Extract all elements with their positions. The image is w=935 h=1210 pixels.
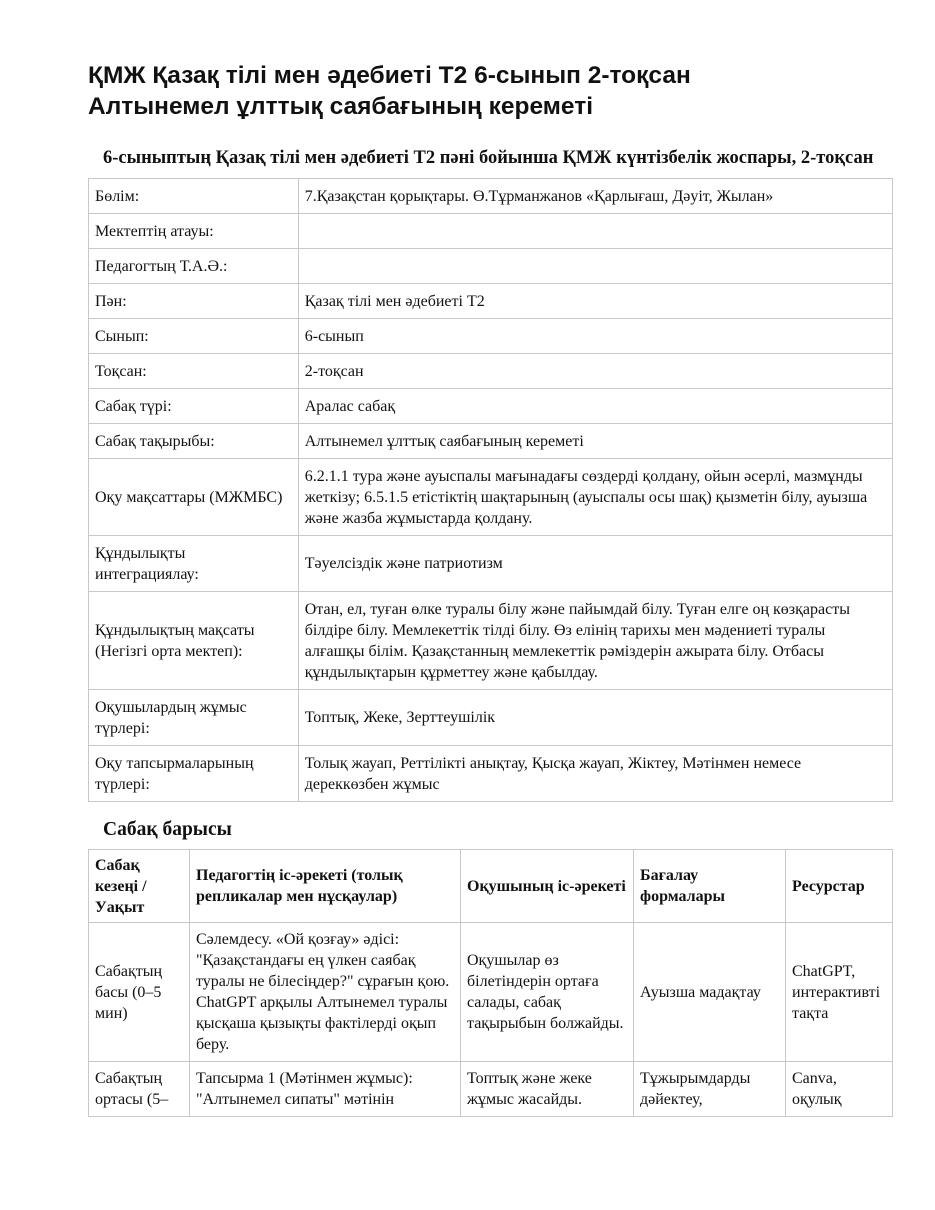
student-activity-cell: Оқушылар өз білетіндерін ортаға салады, сабақ тақырыбын болжайды.	[461, 923, 634, 1062]
lesson-flow-table	[88, 849, 893, 1117]
column-header-assessment: Бағалау формалары	[634, 850, 786, 923]
info-value: Алтынемел ұлттық саябағының кереметі	[298, 424, 892, 459]
info-value: Топтық, Жеке, Зерттеушілік	[298, 690, 892, 746]
info-label: Құндылықты интеграциялау:	[89, 536, 299, 592]
info-row	[89, 746, 893, 802]
assessment-cell: Тұжырымдарды дәйектеу,	[634, 1062, 786, 1117]
document-title-line-2: Алтынемел ұлттық саябағының кереметі	[88, 93, 594, 120]
info-value: 7.Қазақстан қорықтары. Ө.Тұрманжанов «Қарлығаш, Дәуіт, Жылан»	[298, 179, 892, 214]
document-page	[88, 60, 893, 1117]
info-value: Аралас сабақ	[298, 389, 892, 424]
info-row	[89, 249, 893, 284]
column-header-student-activity: Оқушының іс-әрекеті	[461, 850, 634, 923]
info-row	[89, 284, 893, 319]
teacher-activity-cell: Тапсырма 1 (Мәтінмен жұмыс): "Алтынемел сипаты" мәтінін	[190, 1062, 461, 1117]
info-label: Тоқсан:	[89, 354, 299, 389]
info-label: Оқушылардың жұмыс түрлері:	[89, 690, 299, 746]
info-label: Сабақ түрі:	[89, 389, 299, 424]
info-row	[89, 592, 893, 690]
column-header-stage: Сабақ кезеңі / Уақыт	[89, 850, 190, 923]
info-value: Тәуелсіздік және патриотизм	[298, 536, 892, 592]
info-row	[89, 179, 893, 214]
lesson-header-row	[89, 850, 893, 923]
info-value	[298, 249, 892, 284]
info-value: 2-тоқсан	[298, 354, 892, 389]
info-label: Пән:	[89, 284, 299, 319]
lesson-row	[89, 1062, 893, 1117]
info-label: Мектептің атауы:	[89, 214, 299, 249]
info-value: Толық жауап, Реттілікті анықтау, Қысқа жауап, Жіктеу, Мәтінмен немесе дереккөзбен жұмыс	[298, 746, 892, 802]
info-label: Оқу мақсаттары (МЖМБС)	[89, 459, 299, 536]
info-label: Педагогтың Т.А.Ә.:	[89, 249, 299, 284]
student-activity-cell: Топтық және жеке жұмыс жасайды.	[461, 1062, 634, 1117]
info-row	[89, 354, 893, 389]
column-header-resources: Ресурстар	[786, 850, 893, 923]
column-header-teacher-activity: Педагогтің іс-әрекеті (толық репликалар мен нұсқаулар)	[190, 850, 461, 923]
document-title	[88, 60, 893, 122]
assessment-cell: Ауызша мадақтау	[634, 923, 786, 1062]
stage-cell: Сабақтың басы (0–5 мин)	[89, 923, 190, 1062]
info-label: Оқу тапсырмаларының түрлері:	[89, 746, 299, 802]
document-title-line-1: ҚМЖ Қазақ тілі мен әдебиеті Т2 6-сынып 2-тоқсан	[88, 62, 691, 89]
info-label: Бөлім:	[89, 179, 299, 214]
stage-cell: Сабақтың ортасы (5–	[89, 1062, 190, 1117]
info-label: Сынып:	[89, 319, 299, 354]
lesson-info-table	[88, 178, 893, 802]
teacher-activity-cell: Сәлемдесу. «Ой қозғау» әдісі: "Қазақстандағы ең үлкен саябақ туралы не білесіңдер?" сұрағын қою. ChatGPT арқылы Алтынемел туралы қысқаша қызықты фактілерді оқып беру.	[190, 923, 461, 1062]
info-row	[89, 319, 893, 354]
info-row	[89, 389, 893, 424]
info-value: 6.2.1.1 тура және ауыспалы мағынадағы сөздерді қолдану, ойын әсерлі, мазмұнды жеткізу; 6.5.1.5 етістіктің шақтарының (ауыспалы осы шақ) қызметін білу, ауызша және жазба жұмыстарда қолдану.	[298, 459, 892, 536]
info-row	[89, 459, 893, 536]
info-row	[89, 536, 893, 592]
lesson-section-title: Сабақ барысы	[103, 819, 232, 840]
resources-cell: Canva, оқулық	[786, 1062, 893, 1117]
resources-cell: ChatGPT, интерактивті тақта	[786, 923, 893, 1062]
info-row	[89, 214, 893, 249]
info-value	[298, 214, 892, 249]
info-row	[89, 424, 893, 459]
info-label: Құндылықтың мақсаты (Негізгі орта мектеп):	[89, 592, 299, 690]
info-value: 6-сынып	[298, 319, 892, 354]
info-value: Қазақ тілі мен әдебиеті Т2	[298, 284, 892, 319]
lesson-row	[89, 923, 893, 1062]
info-label: Сабақ тақырыбы:	[89, 424, 299, 459]
document-subtitle: 6-сыныптың Қазақ тілі мен әдебиеті Т2 пәні бойынша ҚМЖ күнтізбелік жоспары, 2-тоқсан	[103, 148, 874, 168]
info-row	[89, 690, 893, 746]
info-value: Отан, ел, туған өлке туралы білу және пайымдай білу. Туған елге оң көзқарасты білдіре білу. Мемлекеттік тілді білу. Өз елінің тарихы мен мәдениеті туралы алғашқы білім. Қазақстанның мемлекеттік рәміздерін ажырата білу. Отбасы құндылықтарын құрметтеу және қабылдау.	[298, 592, 892, 690]
